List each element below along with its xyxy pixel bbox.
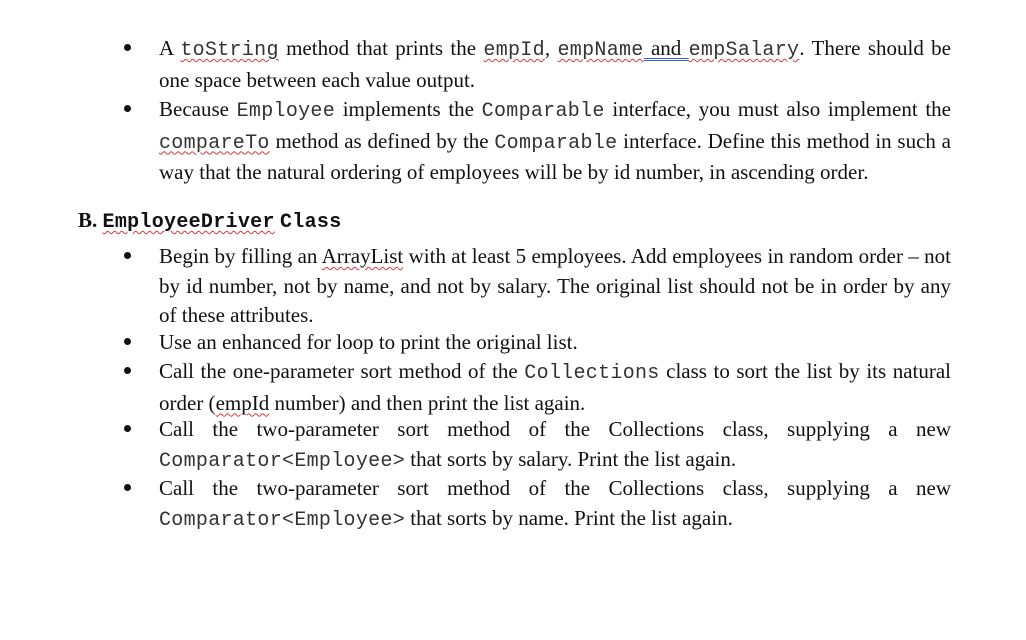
text: interface, you must also implement the: [604, 97, 951, 121]
code-empsalary: empSalary: [688, 39, 800, 62]
bullet-enhanced-for: [159, 328, 951, 358]
section-letter: B.: [78, 208, 98, 232]
text: method that prints the: [278, 36, 484, 60]
section-b-heading: [78, 208, 342, 234]
text: Because: [159, 97, 237, 121]
text: . There should be one space between each value output.: [159, 36, 951, 92]
bullet-dot: [124, 252, 131, 259]
bullet-sort-by-name: [159, 474, 951, 535]
text: class to sort the list by its natural order (: [159, 359, 951, 415]
bullet-tostring: [159, 34, 951, 95]
text: that sorts by salary. Print the list again.: [405, 446, 737, 471]
code-comparator-employee: Comparator<Employee>: [159, 449, 406, 473]
code-tostring: toString: [180, 39, 279, 62]
code-compareto: compareTo: [159, 131, 270, 155]
text-empid: empId: [215, 390, 270, 415]
text: A: [159, 36, 181, 60]
bullet-one-param-sort: [159, 357, 951, 418]
text: Use an enhanced for loop to print the original list.: [159, 330, 578, 354]
code-comparator-employee: Comparator<Employee>: [159, 508, 406, 532]
text-and: and: [643, 36, 689, 60]
text: with at least 5 employees. Add employees in random order – not by id number, not by name, and not by salary. The original list should not be in order by any of these attributes.: [159, 244, 952, 327]
text-arraylist: ArrayList: [321, 244, 404, 268]
bullet-dot: [124, 338, 131, 345]
code-empid: empId: [483, 39, 545, 62]
text: Call the one-parameter sort method of the: [159, 359, 525, 383]
text: implements the: [335, 97, 482, 121]
bullet-sort-by-salary: [159, 415, 951, 476]
text: ,: [544, 36, 558, 60]
text: Call the two-parameter sort method of the Collections class, supplying a new: [159, 417, 951, 441]
text: Begin by filling an: [159, 244, 322, 268]
bullet-dot: [124, 484, 131, 491]
code-comparable: Comparable: [494, 131, 618, 155]
text: interface. Define this method in such a way that the natural ordering of employees will be by id number, in ascending order.: [159, 128, 952, 184]
bullet-dot: [124, 425, 131, 432]
code-collections: Collections: [524, 362, 660, 385]
text: Call the two-parameter sort method of the Collections class, supplying a new: [159, 476, 951, 500]
bullet-comparable: [159, 95, 951, 188]
code-comparable: Comparable: [481, 100, 605, 123]
section-class-name: EmployeeDriver: [102, 211, 275, 234]
code-empname: empName: [557, 39, 644, 62]
text: that sorts by name. Print the list again.: [405, 505, 733, 530]
text: number) and then print the list again.: [269, 390, 586, 415]
bullet-dot: [124, 367, 131, 374]
code-employee: Employee: [236, 100, 336, 123]
section-class-word: Class: [280, 211, 342, 234]
text: method as defined by the: [269, 128, 495, 153]
bullet-arraylist: [159, 242, 951, 331]
bullet-dot: [124, 105, 131, 112]
bullet-dot: [124, 44, 131, 51]
